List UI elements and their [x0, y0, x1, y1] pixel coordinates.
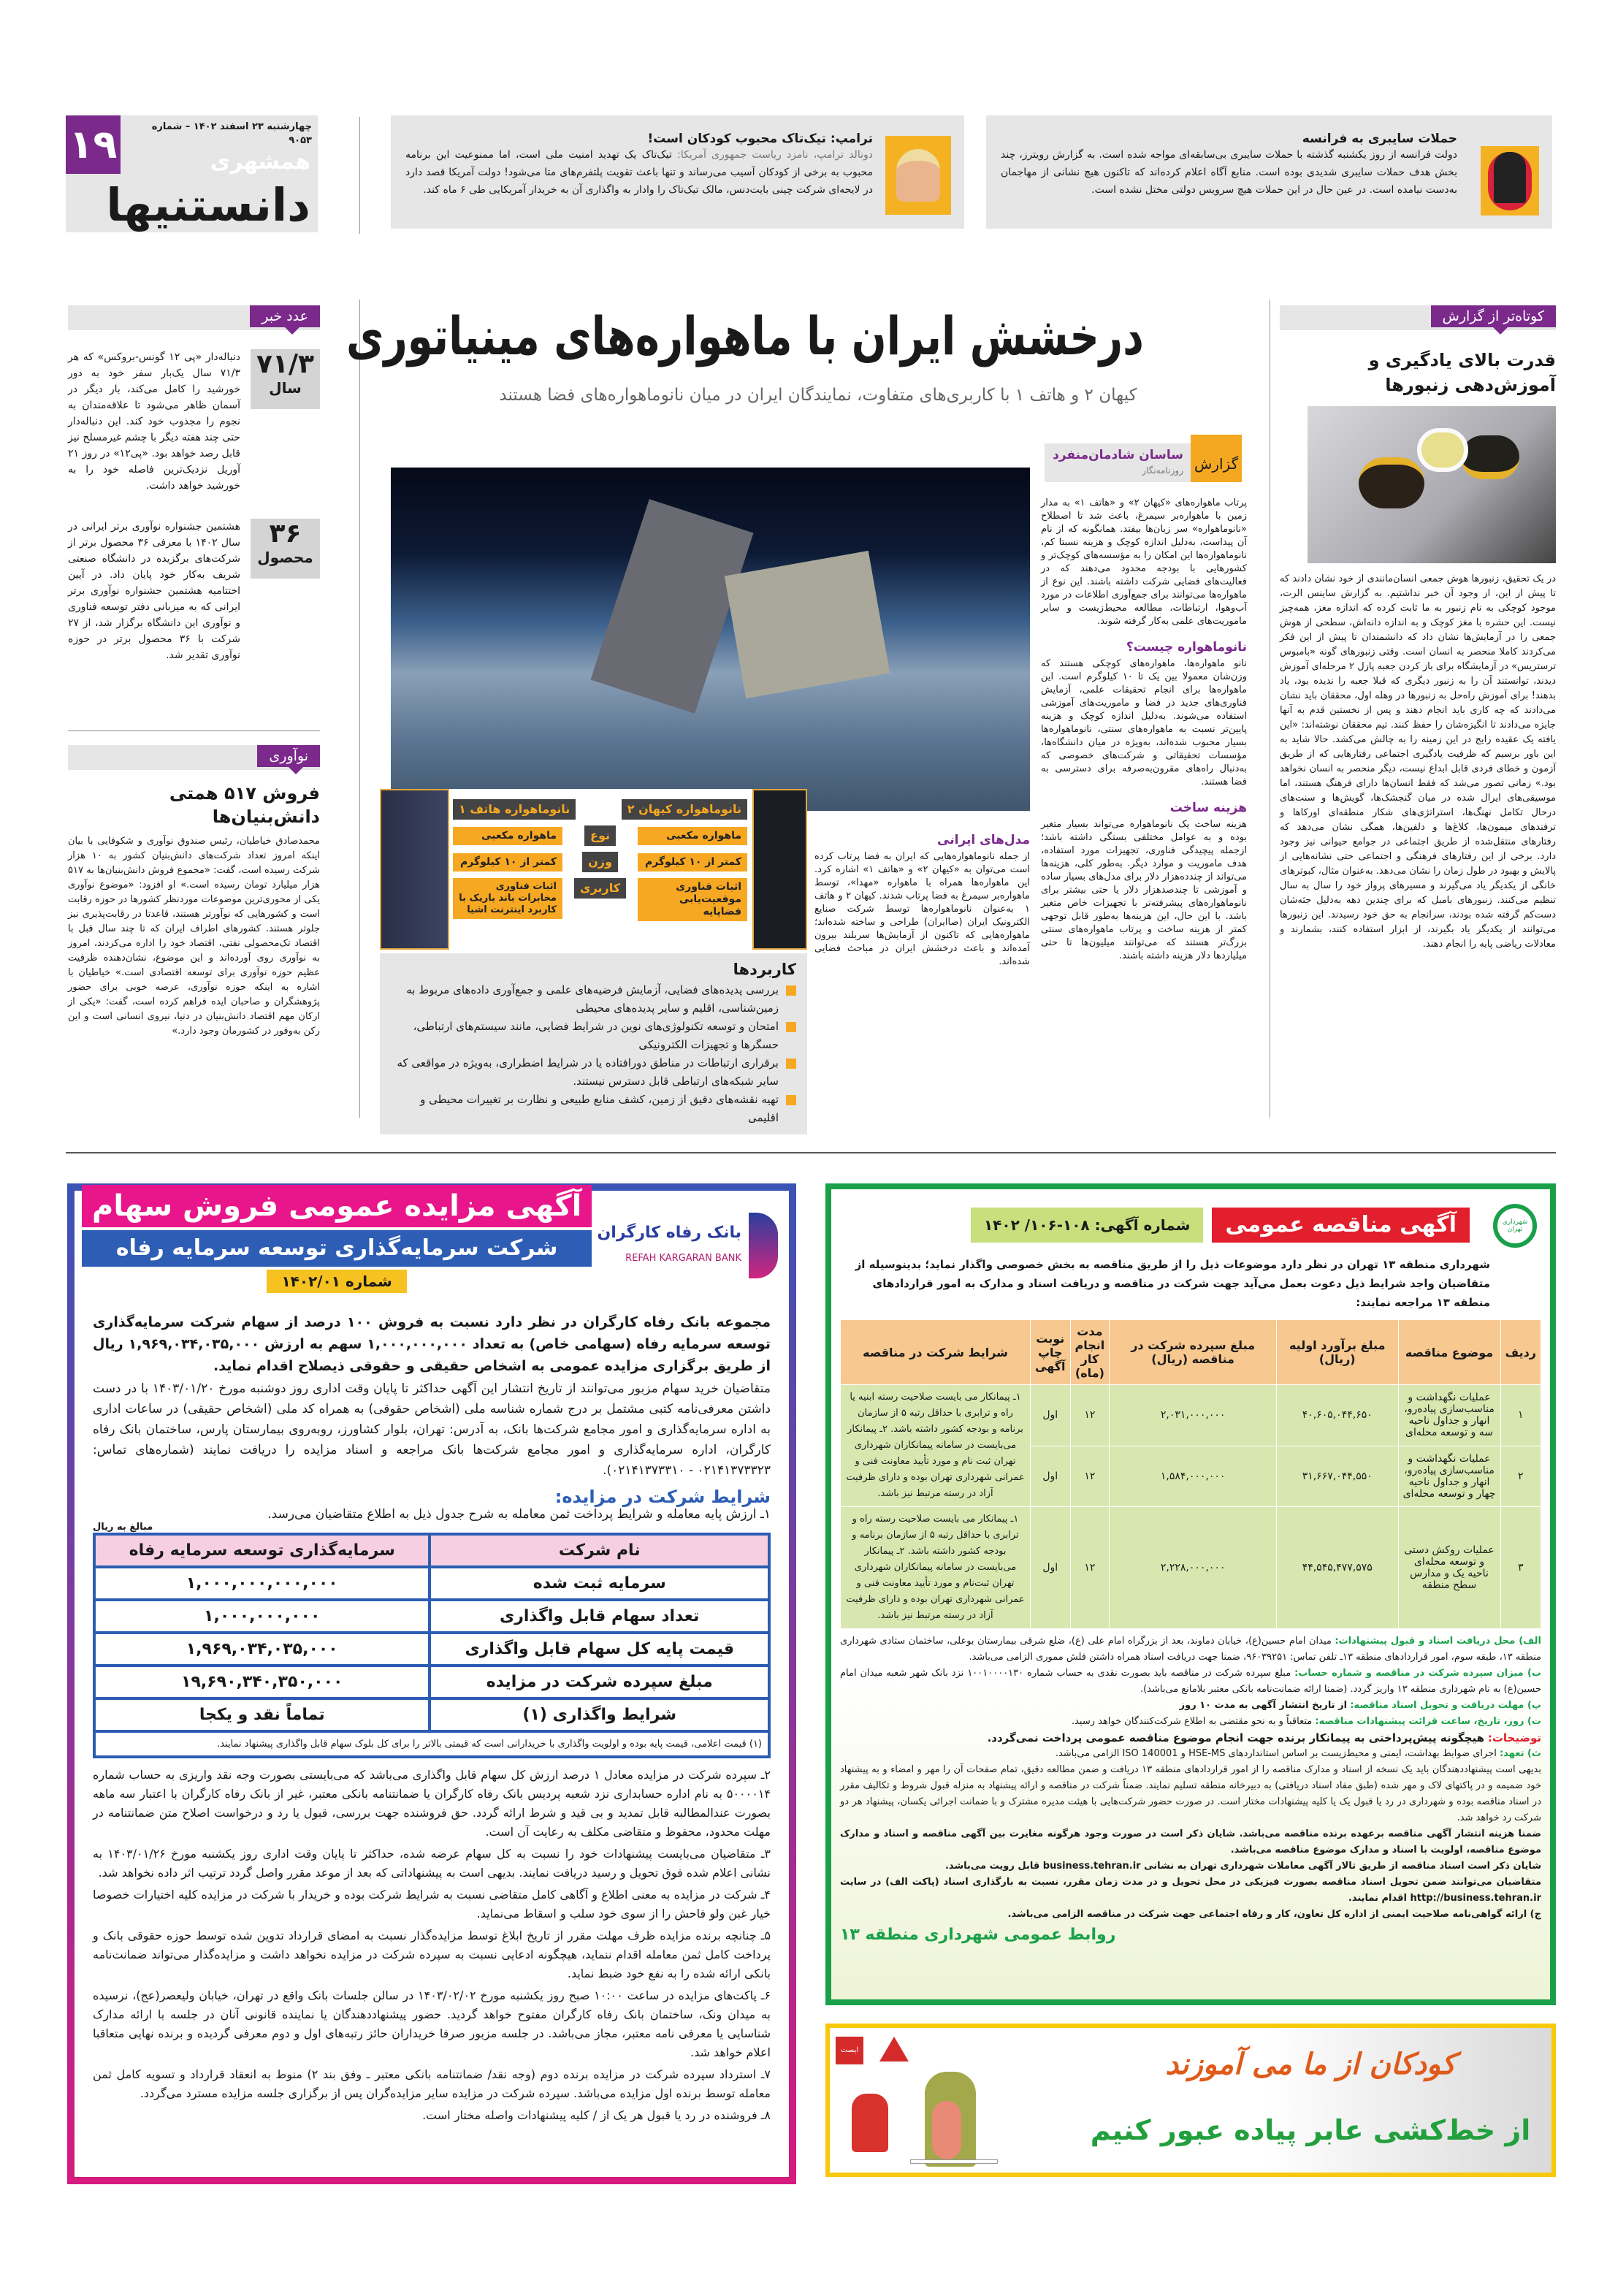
uses-box — [380, 953, 807, 1134]
column-header: مبلغ برآورد اولیه (ریال) — [1276, 1320, 1398, 1385]
section-title: دانستنیها — [106, 178, 310, 232]
table-cell: ۴۰,۶۰۵,۰۴۴,۶۵۰ — [1276, 1385, 1398, 1446]
note-text: از تاریخ انتشار آگهی به مدت ۱۰ روز — [1179, 1700, 1348, 1711]
bank-logo-icon — [749, 1213, 778, 1278]
note-label: ت) روز، تاریخ، ساعت قرائت پیشنهادات مناقصه: — [1315, 1716, 1541, 1727]
column-header: مدت انجام کار (ماه) — [1070, 1320, 1110, 1385]
pedestrian-sign-icon — [879, 2037, 909, 2062]
number-value: ۳۶ — [269, 519, 302, 549]
table-cell: ۳۱,۶۶۷,۰۴۴,۵۵۰ — [1276, 1446, 1398, 1507]
table-cell: ۲,۰۳۱,۰۰۰,۰۰۰ — [1110, 1385, 1277, 1446]
table-cell: سرمایه ثبت شده — [430, 1567, 769, 1600]
use-right: اثبات فناوری موقعیت‌یابی فضاپایه — [638, 878, 747, 921]
table-row — [94, 1534, 769, 1567]
table-cell: سرمایه‌گذاری توسعه سرمایه رفاه — [94, 1534, 430, 1567]
note-text: هیچگونه پیش‌پرداختی به پیمانکار برنده جهت انجام موضوع مناقصه عمومی پرداخت نمی‌گردد. — [987, 1731, 1485, 1744]
tender-number: شماره آگهی: ۱۰۸-۱۰۶/ ۱۴۰۲ — [971, 1208, 1203, 1243]
author-name: ساسان شادمان‌منفرد — [1053, 448, 1183, 462]
ads-divider — [66, 1152, 1556, 1153]
tender-bold-note: شایان ذکر است اسناد مناقصه از طریق تالار آگهی معاملات شهرداری تهران به نشانی business.tehran.ir قابل رویت می‌باشد. — [944, 1861, 1541, 1872]
column-divider — [359, 300, 360, 1118]
column-header: مبلغ سپرده شرکت در مناقصه (ریال) — [1110, 1320, 1277, 1385]
auction-item: ۵ـ چنانچه برنده مزایده ظرف مهلت مقرر از تاریخ ابلاغ توسط مزایده‌گذار نسبت به امضای قرارداد تدوین شده توسط حوزه حقوقی بانک و پرداخت کامل ثمن معامله اقدام ننماید، هیچگونه ادعایی نسبت به سپرده شرکت در مزایده نخواهد داشت و مزایده‌گذار می‌تواند ضمانت‌نامه بانکی ارائه شده را به نفع خود ضبط نماید. — [93, 1929, 771, 1980]
tender-note — [840, 1730, 1541, 1746]
table-cell: عملیات روکش دستی و توسعه محله‌ای ناحیه یک و مدارس سطح منطقه — [1398, 1507, 1500, 1629]
article-column-2 — [814, 833, 1030, 969]
number-value: ۷۱/۳ — [256, 349, 315, 379]
tender-header — [971, 1208, 1470, 1243]
table-cell: تعداد سهام قابل واگذاری — [430, 1600, 769, 1633]
bank-logo — [595, 1213, 778, 1278]
number-unit: سال — [269, 379, 302, 397]
auction-item: ۱ـ ارزش پایه معامله و شرایط پرداخت ثمن معامله به شرح جدول ذیل به اطلاع متقاضیان می‌رسد. — [267, 1507, 771, 1522]
use-left: اثبات فناوری مخابرات باند باریک با کاربرد اینترنت اشیا — [453, 878, 562, 919]
weight-right: کمتر از ۱۰ کیلوگرم — [638, 853, 747, 872]
table-row — [841, 1507, 1541, 1629]
table-row — [94, 1633, 769, 1666]
section-heading: نانوماهواره چیست؟ — [1126, 640, 1247, 655]
table-cell: مبلغ سپرده شرکت در مزایده — [430, 1666, 769, 1698]
table-cell: ۱,۰۰۰,۰۰۰,۰۰۰ — [94, 1600, 430, 1633]
note-text: متعاقباً و به نحو مقتضی به اطلاع شرکت‌کنندگان خواهد رسید. — [1071, 1716, 1313, 1727]
section-body: نانو ماهواره‌ها، ماهواره‌های کوچکی هستند که وزن‌شان معمولا بین یک تا ۱۰ کیلوگرم است. این ماهواره‌ها برای انجام تحقیقات علمی، آزمایش فناوری‌های جدید در فضا و ماموریت‌های آموزشی استفاده می‌شوند. به‌دلیل اندازه کوچک و هزینه پایین‌تر نسبت به ماهواره‌های سنتی، نانوماهواره‌ها بسیار محبوب شده‌اند، به‌ویژه در میان دانشگاه‌ها، مؤسسات تحقیقاتی و شرکت‌های خصوصی که به‌دنبال راه‌های مقرون‌به‌صرفه برای دسترسی به فضا هستند. — [1041, 658, 1247, 787]
auction-table — [93, 1533, 771, 1758]
table-cell: اول — [1031, 1385, 1071, 1446]
key-weight: وزن — [582, 852, 618, 872]
news-brief-trump — [391, 115, 964, 229]
tender-bold-note: ضمنا هزینه انتشار آگهی مناقصه برعهده برنده مناقصه می‌باشد. شایان ذکر است در صورت وجود هرگونه مغایرت بین آگهی مناقصه و اسناد و مدارک موضوع مناقصه، اولویت با اسناد و مدارک موضوع مناقصه می‌باشد. — [840, 1828, 1541, 1856]
key-use: کاربری — [574, 878, 626, 899]
column-header: موضوع مناقصه — [1398, 1320, 1500, 1385]
infographic — [380, 789, 807, 950]
table-cell: ۱ـ پیمانکار می بایست صلاحیت رسته ابنیه یا راه و ترابری با حداقل رتبه ۵ از سازمان برنامه و بودجه کشور داشته باشد. ۲ـ پیمانکار می‌بایست در سامانه پیمانکاران شهرداری تهران ثبت نام و مورد تأیید معاونت فنی و عمرانی شهرداری تهران بوده و دارای ظرفیت آزاد در رسته مرتبط نیز باشد. — [841, 1385, 1031, 1507]
type-left: ماهواره مکعبی — [453, 827, 562, 845]
note-text: مبلغ سپرده شرکت در مناقصه باید بصورت نقدی به حساب شماره ۱۰۰۱۰۰۰۰۱۳۰ نزد بانک شهر شعبه میدان امام حسین(ع) به نام شهرداری منطقه ۱۳ واریز گردد. (ضمنا ارائه ضمانت‌نامه بانکی معتبر بلامانع می‌باشد). — [840, 1668, 1541, 1695]
table-cell: قیمت پایه کل سهام قابل واگذاری — [430, 1633, 769, 1666]
tender-bold-note: ج) ارائه گواهی‌نامه صلاحیت ایمنی از اداره کل تعاون، کار و رفاه اجتماعی جهت شرکت در مناقصه الزامی می‌باشد. — [1007, 1909, 1541, 1920]
column-header: نوبت چاپ آگهی — [1031, 1320, 1071, 1385]
tender-bold-note: متقاضیان می‌توانند ضمن تحویل اسناد مناقصه بصورت فیزیکی در محل تحویل و در مدت زمان مقرر، نسبت به بارگذاری اسناد (پاکت الف) در سایت http://business.tehran.ir اقدام نمایند. — [840, 1877, 1541, 1904]
auction-item: ۲ـ سپرده شرکت در مزایده معادل ۱ درصد ارزش کل سهام قابل واگذاری می‌باشد که می‌بایستی بصورت وجه نقد واریزی به حساب شماره ۵۰۰۰۰۱۴ به نام اداره حسابداری نزد شعبه پردیس بانک رفاه کارگران یا ضمانتنامه بانکی معتبر، غیر از بانک رفاه کارگران با اعتبار سه ماهه بصورت عندالمطالبه قابل تمدید و بی قید و شرط ارائه گردد. حق فروشنده جهت بررسی، قبول یا رد و درخواست اصلاح متن ضمانتنامه در مهلت محدود، محفوظ و متقاضی مکلف به رعایت آن است. — [93, 1768, 771, 1839]
table-cell: عملیات نگهداشت و مناسب‌سازی پیاده‌رو، انهار و جداول ناحیه سه و توسعه محله‌ای — [1398, 1385, 1500, 1446]
table-cell: اول — [1031, 1507, 1071, 1629]
tender-note — [840, 1666, 1541, 1698]
auction-item: ۸ـ فروشنده در رد یا قبول هر یک از / کلیه پیشنهادات واصله مختار است. — [422, 2108, 771, 2122]
auction-title: آگهی مزایده عمومی فروش سهام — [82, 1185, 592, 1227]
tehran-municipality-logo: شهرداری تهران — [1493, 1204, 1537, 1248]
section-heading: هزینه ساخت — [1169, 801, 1247, 815]
news-brief-france — [986, 115, 1552, 229]
uses-item: برقراری ارتباطات در مناطق دورافتاده یا در شرایط اضطراری، به‌ویژه در مواقعی که سایر شبکه‌های ارتباطی قابل دسترس نیستند. — [391, 1054, 796, 1091]
masthead — [66, 115, 318, 232]
brief-body: تیک‌تاک یک تهدید امنیت ملی است، اما ممنوعیت این برنامه محبوب به برخی از کودکان آسیب می‌رساند و تنها باعث تقویت پلتفرم‌های متا می‌شود! دولت آمریکا قصد دارد در لایحه‌ای شرکت چینی بایت‌دنس، مالک تیک‌تاک را وادار به واگذاری آن به خریدار آمریکایی طی ۶ ماه کند. — [405, 149, 873, 196]
table-cell: ۱,۹۶۹,۰۳۴,۰۳۵,۰۰۰ — [94, 1633, 430, 1666]
brief-body: دولت فرانسه از روز یکشنبه گذشته با حملات سایبری بی‌سابقه‌ای مواجه شده است. به گزارش رویترز، چند بخش هدف حملات سایبری شدیدی بوده است. منابع آگاه اعلام کرده‌اند که تاکنون هیچ نشانی از مهاجمان به‌دست نیامده است. در عین حال در این حملات هیچ سرویس دولتی مختل نشده است. — [1001, 149, 1457, 196]
note-label: توضیحات: — [1487, 1731, 1541, 1744]
table-row — [94, 1567, 769, 1600]
note-label: ب) میزان سپرده شرکت در مناقصه و شماره حساب: — [1294, 1668, 1541, 1679]
table-cell: ۱ـ پیمانکار می بایست صلاحیت رسته راه و ترابری با حداقل رتبه ۵ از سازمان برنامه و بودجه کشور داشته باشد. ۲ـ پیمانکار می‌بایست در سامانه پیمانکاران شهرداری تهران ثبت‌نام و مورد تأیید معاونت فنی و عمرانی شهرداری تهران بوده و دارای ظرفیت آزاد در رسته مرتبط نیز باشد. — [841, 1507, 1031, 1629]
tender-title: آگهی مناقصه عمومی — [1212, 1208, 1470, 1243]
number-box — [251, 519, 320, 579]
tender-intro: شهرداری منطقه ۱۳ تهران در نظر دارد موضوعات ذیل را از طریق مناقصه به بخش خصوصی واگذار نماید؛ بدینوسیله از متقاضیان واجد شرایط ذیل دعوت بعمل می‌آید جهت شرکت در مناقصه و دریافت اسناد و مدارک به امور قراردادهای منطقه ۱۳ مراجعه نمایند: — [855, 1258, 1490, 1309]
number-text: هشتمین جشنواره نوآوری برتر ایرانی در سال ۱۴۰۲ با معرفی ۳۶ محصول برتر از شرکت‌های برگزیده در دانشگاه صنعتی شریف به‌کار خود پایان داد. در آیین اختتامیه هشتمین جشنواره نوآوری برتر ایرانی که به میزبانی دفتر توسعه فناوری و نوآوری این دانشگاه برگزار شد، از ۲۷ شرکت با ۳۶ محصول برتر در حوزه نوآوری تقدیر شد. — [68, 521, 240, 661]
uses-item: بررسی پدیده‌های فضایی، آزمایش فرضیه‌های علمی و جمع‌آوری داده‌های مربوط به زمین‌شناسی، اقلیم و سایر پدیده‌های محیطی — [391, 981, 796, 1018]
table-cell: ۲ — [1500, 1446, 1541, 1507]
section-tag: نوآوری — [257, 745, 320, 767]
report-kind: گزارش — [1191, 435, 1242, 482]
uses-title: کاربردها — [733, 961, 796, 978]
section-body: از جمله نانوماهواره‌هایی که ایران به فضا پرتاب کرده است می‌توان به «کیهان ۲» و «هاتف ۱» اشاره کرد. این ماهواره‌ها همراه با ماهواره «مهدا»، توسط ماهواره‌بر سیمرغ به فضا پرتاب شدند. کیهان ۲ و هاتف ۱ به‌عنوان نانوماهواره‌ها توسط شرکت صنایع الکترونیک ایران (صاایران) طراحی و ساخته شده‌اند؛ ماهواره‌هایی که تاکنون از آزمایش‌ها سربلند بیرون آمده‌اند و باعث درخشش ایران در مباحث فضایی شده‌اند. — [814, 851, 1030, 967]
table-cell: عملیات نگهداشت و مناسب‌سازی پیاده‌رو، انهار و جداول ناحیه چهار و توسعه محله‌ای — [1398, 1446, 1500, 1507]
sat-name-right: نانوماهواره کیهان ۲ — [622, 799, 747, 820]
section-tag: عدد خبر — [250, 305, 320, 327]
article-title: قدرت بالای یادگیری و آموزش‌دهی زنبورها — [1368, 350, 1556, 395]
auction-number: شماره ۱۴۰۲/۰۱ — [267, 1270, 406, 1293]
article-column-1 — [1041, 497, 1247, 963]
brief-title: حملات سایبری به فرانسه — [1302, 131, 1457, 146]
table-cell: ۳ — [1500, 1507, 1541, 1629]
table-cell: ۴۴,۵۴۵,۴۷۷,۵۷۵ — [1276, 1507, 1398, 1629]
auction-item: ۶ـ پاکت‌های مزایده در ساعت ۱۰:۰۰ صبح روز یکشنبه مورخ ۱۴۰۳/۰۲/۰۲ در سالن جلسات بانک واقع در تهران، خیابان ولیعصر(عج)، نرسیده به میدان ونک، ساختمان بانک رفاه کارگران مفتوح خواهد گردید. حضور پیشنهاددهندگان یا نماینده قانونی آنان در جلسه با ارائه مدارک شناسایی یا معرفی نامه معتبر، مجاز می‌باشد. در جلسه مزبور صرفا خریداران حائز رتبه‌های اول و دوم معرفی گردیده و برنده نهایی متعاقبا اعلام خواهد شد. — [93, 1988, 771, 2059]
table-cell: اول — [1031, 1446, 1071, 1507]
column-header: شرایط شرکت در مناقصه — [841, 1320, 1031, 1385]
tender-note — [840, 1633, 1541, 1666]
table-cell: ۱ — [1500, 1385, 1541, 1446]
table-cell: ۱۹,۶۹۰,۳۴۰,۳۵۰,۰۰۰ — [94, 1666, 430, 1698]
note-label: الف) محل دریافت اسناد و قبول پیشنهادات: — [1335, 1636, 1541, 1647]
auction-company: شرکت سرمایه‌گذاری توسعه سرمایه رفاه — [82, 1230, 592, 1267]
unit-note: مبالغ به ریال — [93, 1522, 153, 1533]
tender-note — [840, 1714, 1541, 1730]
tender-signature: روابط عمومی شهرداری منطقه ۱۳ — [840, 1926, 1116, 1944]
table-row — [94, 1600, 769, 1633]
stop-sign-icon: ایست — [836, 2037, 863, 2064]
section-tag: کوتاه‌تر از گزارش — [1431, 305, 1556, 327]
satellite-image — [391, 468, 1030, 811]
auction-intro-2: متقاضیان خرید سهام مزبور می‌توانند از تاریخ انتشار این آگهی حداکثر تا پایان وقت اداری روز دوشنبه مورخ ۱۴۰۳/۰۱/۲۰ با در دست داشتن معرفی‌نامه کتبی مشتمل بر درج شماره شناسه ملی (اشخاص حقوقی) به همراه کد ملی (اشخاص حقیقی) در ساعات اداری به اداره سرمایه‌گذاری و امور مجامع شرکت‌ها بانک، به آدرس: تهران، بلوار کشاورز، روبه‌روی بیمارستان پارس، ساختمان بانک رفاه کارگران، اداره سرمایه‌گذاری و امور مجامع شرکت‌ها بانک مراجعه و اسناد مزایده را دریافت نمایند (شماره‌های تماس: ۰۲۱۴۱۳۷۳۳۲۳ - ۰۲۱۴۱۳۷۳۳۱۰). — [93, 1381, 771, 1478]
tender-table — [840, 1319, 1541, 1629]
table-cell: ۱۲ — [1070, 1507, 1110, 1629]
main-headline: درخشش ایران با ماهواره‌های مینیاتوری — [346, 305, 1145, 367]
weight-left: کمتر از ۱۰ کیلوگرم — [453, 853, 562, 872]
traffic-slogan-1: کودکان از ما می آموزند — [1165, 2048, 1456, 2081]
kayhan-image — [752, 789, 807, 950]
tender-note — [840, 1746, 1541, 1762]
table-row — [94, 1666, 769, 1698]
table-cell: ۱۲ — [1070, 1446, 1110, 1507]
article-body: در یک تحقیق، زنبورها هوش جمعی انسان‌مانندی از خود نشان دادند که تا پیش از این، از وجود آن خبر نداشتیم. به گزارش ساینس الرت، موجود کوچکی به نام زنبور به ما ثابت کرده که اندازه مغز، همه‌چیز نیست. این حشره با مغز کوچک و به اندازه دانه‌اش، سطحی از هوش جمعی را در آزمایش‌ها نشان داد که دانشمندان تا پیش از این فکر می‌کردند کاملا منحصر به انسان است. وقتی زنبورهای گونه «بامبوس ترستریس» در آزمایشگاه برای باز کردن جعبه پازل ۲ مرحله‌ای آموزش دیدند، توانستند آن را به زنبور دیگری که قبلا جعبه را ندیده بود، یاد بدهند! برای آموزش راه‌حل به زنبورها در وهله اول، محققان باید نشان می‌دادند که چه کاری باید انجام دهند و پس از نخستین قدم به آنها جایزه می‌دادند تا انگیزه‌شان را حفظ کنند. تیم محققان نوشته‌اند: «این یافته یک عقیده رایج در این زمینه را به چالش می‌کشد. حالا شاید به این باور برسیم که ظرفیت یادگیری اجتماعی رفتارهایی که از طریق آزمون و خطای فردی قابل ابداع نیست، دیگر منحصر به انسان نخواهد بود.» زمانی تصور می‌شد که فقط انسان‌ها دارای فرهنگ هستند، اما موسیقی‌های ایرال شده در میان گنجشک‌ها، گویش‌ها و سنت‌های درحال تکامل نهنگ‌ها، استراتژی‌های شکار منطقه‌ای اورکاها و ترفندهای میمون‌ها، کلاغ‌ها و دلفین‌ها، همگی نشان می‌دهد که رفتارهای منتقل‌شده از طریق اجتماعی در جوامع حیوانی نیز وجود دارد. برخی از این رفتارهای فرهنگی و اجتماعی حتی نشانه‌هایی از پالایش و بهبود در طول زمان را نشان می‌دهد. به‌عنوان مثال، کبوترهای خانگی از یکدیگر یاد می‌گیرند و مسیرهای پرواز خود را سال به سال تنظیم می‌کنند. زنبورهای بامبل که برای چندین دهه به‌دلیل جثه‌شان دست‌کم گرفته شده بودند، سرانجام به حق خود رسیدند. این زنبورها می‌توانند از یکدیگر یاد بگیرند، از ابزار استفاده کنند، بشمارند و معادلات ریاضی پایه را انجام دهند. — [1280, 573, 1557, 950]
table-cell: تماماً نقد و یکجا — [94, 1698, 430, 1731]
family-illustration — [852, 2072, 1056, 2174]
auction-intro: مجموعه بانک رفاه کارگران در نظر دارد نسبت به فروش ۱۰۰ درصد از سهام شرکت سرمایه‌گذاری توسعه سرمایه رفاه (سهامی خاص) به تعداد ۱,۰۰۰,۰۰۰,۰۰۰ سهم به ارزش ۱,۹۶۹,۰۳۴,۰۳۵,۰۰۰ ریال از طریق برگزاری مزایده عمومی به اشخاص حقیقی و حقوقی ذیصلاح اقدام نماید. — [93, 1314, 771, 1374]
paper-logo: همشهری — [210, 149, 310, 175]
table-row — [94, 1731, 769, 1757]
note-label: پ) مهلت دریافت و تحویل اسناد مناقصه: — [1350, 1700, 1541, 1711]
hacker-image — [1481, 146, 1539, 216]
table-row — [94, 1698, 769, 1731]
note-text: اجرای ضوابط بهداشت، ایمنی و محیط‌زیست بر اساس استانداردهای HSE-MS و ISO 140001 الزامی می‌باشد. — [1055, 1748, 1497, 1759]
bank-name-en: REFAH KARGARAN BANK — [625, 1253, 741, 1264]
table-cell: شرایط واگذاری (۱) — [430, 1698, 769, 1731]
number-text: دنباله‌دار «پی ۱۲ گونس-بروکس» که هر ۷۱/۳ سال یک‌بار سفر خود به دور خورشید را کامل می‌کند، بار دیگر در آسمان ظاهر می‌شود تا علاقه‌مندان به نجوم را مجذوب خود کند. این دنباله‌دار حتی چند هفته دیگر با چشم غیرمسلح نیز قابل رصد خواهد بود. «پی۱۲» در روز ۲۱ آوریل نزدیک‌ترین فاصله خود را به خورشید خواهد داشت. — [68, 351, 240, 492]
key-type: نوع — [584, 825, 616, 846]
auction-item: ۳ـ متقاضیان می‌بایست پیشنهادات خود را نسبت به کل سهام عرضه شده، حداکثر تا پایان وقت اداری روز یکشنبه مورخ ۱۴۰۳/۰۱/۲۶ به نشانی اعلام شده فوق تحویل و رسید دریافت نمایند. بدیهی است به پیشنهاداتی که بعد از موعد مقرر واصل گردد ترتیب اثر داده نخواهد شد. — [93, 1847, 771, 1880]
issue-date: چهارشنبه ۲۳ اسفند ۱۴۰۲ – شماره ۹۰۵۳ — [151, 121, 312, 146]
main-subheadline: کیهان ۲ و هاتف ۱ با کاربری‌های متفاوت، نمایندگان ایران در میان نانوماهواره‌های فضا هستند — [499, 386, 1137, 405]
header-divider — [359, 117, 360, 234]
brief-lead: دونالد ترامپ، نامزد ریاست جمهوری آمریکا: — [677, 149, 873, 161]
byline — [1045, 435, 1242, 482]
article-title: فروش ۵۱۷ همتی دانش‌بنیان‌ها — [169, 783, 320, 827]
traffic-safety-ad — [825, 2024, 1556, 2177]
article-body: محمدصادق خیاطیان، رئیس صندوق نوآوری و شکوفایی با بیان اینکه امروز تعداد شرکت‌های دانش‌بنیان کشور به ۱۰ هزار شرکت رسیده است، گفت: «مجموع فروش دانش‌بنیان‌ها به ۵۱۷ هزار میلیارد تومان رسیده است.» او افزود: «موضوع نوآوری یکی از محوری‌ترین موضوعات موردنظر کشورها در حوزه رقابت است و کشورهایی که نوآورتر هستند، قاعدتا در رقابت‌پذیری نیز جلوتر هستند. کشورهای اطراف ایران که تا چند سال قبل با اقتصاد تک‌محصولی نفتی، اقتصاد خود را اداره می‌کردند، امروز به نوآوری روی آورده‌اند و این موضوع، نشان‌دهنده ظرفیت عظیم حوزه نوآوری برای توسعه اقتصادی است.» خیاطیان با اشاره به اینکه حوزه نوآوری، عرصه خوبی برای حضور پژوهشگران و صاحبان ایده فراهم کرده است، گفت: «یکی از ارکان مهم اقتصاد دانش‌بنیان در دنیا، نیروی انسانی است و این رکن به‌وفور در کشورمان وجود دارد.» — [68, 836, 320, 1037]
sat-name-left: نانوماهواره هاتف ۱ — [453, 799, 576, 820]
number-unit: محصول — [257, 549, 313, 566]
column-header: ردیف — [1500, 1320, 1541, 1385]
infographic-table — [453, 799, 747, 927]
author-role: روزنامه‌نگار — [1142, 465, 1183, 476]
hatef-image — [380, 789, 449, 950]
tender-ad — [825, 1183, 1556, 2005]
type-right: ماهواره مکعبی — [638, 827, 747, 845]
table-cell: ۲,۲۲۸,۰۰۰,۰۰۰ — [1110, 1507, 1277, 1629]
table-cell: ۱,۰۰۰,۰۰۰,۰۰۰,۰۰۰ — [94, 1567, 430, 1600]
table-footnote: (۱) قیمت اعلامی، قیمت پایه بوده و اولویت واگذاری با خریدارانی است که قیمتی بالاتر را برای کل بلوک سهام قابل واگذاری پیشنهاد نمایند. — [94, 1731, 769, 1757]
main-headline-wrap — [346, 300, 1256, 373]
table-cell: ۱,۵۸۴,۰۰۰,۰۰۰ — [1110, 1446, 1277, 1507]
tender-note — [840, 1698, 1541, 1714]
auction-ad — [67, 1183, 796, 2184]
note-label: ث) تعهد: — [1499, 1748, 1541, 1759]
auction-item: ۷ـ استرداد سپرده شرکت در مزایده برنده دوم (وجه نقد/ ضمانتنامه بانکی معتبر ـ وفق بند ۲) منوط به انعقاد قرارداد و تسویه کامل ثمن معامله توسط برنده اول مزایده می‌باشد. سپرده شرکت در مزایده سایر مزایده‌گران پس از برگزاری جلسه مزایده مسترد می‌گردد. — [93, 2067, 771, 2100]
innovation-column — [68, 745, 320, 1039]
table-cell: نام شرکت — [430, 1534, 769, 1567]
section-heading: مدل‌های ایرانی — [937, 833, 1030, 847]
table-row — [841, 1385, 1541, 1446]
bees-photo — [1308, 406, 1556, 563]
table-cell: ۱۲ — [1070, 1385, 1110, 1446]
article-intro: پرتاب ماهواره‌های «کیهان ۲» و «هاتف ۱» به مدار زمین با ماهواره‌بر سیمرغ، باعث شد تا اصطلاح «نانوماهواره» سر زبان‌ها بیفتد. همانگونه که از نام آن پیداست، به‌دلیل اندازه کوچک و هزینه نسبتا کم، نانوماهواره‌ها این امکان را به مؤسسه‌های کوچک‌تر و کشورهایی با بودجه محدود می‌دهند که در فعالیت‌های فضایی شرکت داشته باشند. این نوع از ماهواره‌ها می‌توانند برای جمع‌آوری اطلاعات در مورد آب‌وهوا، ارتباطات، مطالعه محیط‌زیست و سایر ماموریت‌های علمی به‌کار گرفته شوند. — [1041, 497, 1247, 627]
auction-item: ۴ـ شرکت در مزایده به معنی اطلاع و آگاهی کامل متقاضی نسبت به شرایط شرکت بوده و خریدار با شرکت در مزایده کلیه اختیارات خصوصا خیار غبن ولو فاحش را از سوی خود سلب و اسقاط می‌نماید. — [93, 1888, 771, 1921]
uses-item: امتحان و توسعه تکنولوژی‌های نوین در شرایط فضایی، مانند سیستم‌های ارتباطی، حسگرها و تجهیزات الکترونیکی — [391, 1018, 796, 1054]
traffic-slogan-2: از خط‌کشی عابر پیاده عبور کنیم — [1090, 2114, 1531, 2146]
bank-name-fa: بانک رفاه کارگران — [597, 1224, 741, 1242]
auction-header — [82, 1185, 592, 1293]
section-body: هزینه ساخت یک نانوماهواره می‌تواند بسیار متغیر بوده و به عوامل مختلفی بستگی داشته باشد؛ ازجمله پیچیدگی فناوری، تجهیزات مورد استفاده، هدف ماموریت و موارد دیگر. به‌طور کلی، هزینه‌ها می‌تواند از چندده‌هزار دلار برای مدل‌های بسیار ساده و آموزشی تا چندصدهزار دلار یا حتی بیشتر برای نانوماهواره‌های پیشرفته‌تر با تجهیزات خاص متغیر باشد. با این حال، این هزینه‌ها به‌طور قابل توجهی کمتر از هزینه ساخت و پرتاب ماهواره‌های سنتی بزرگ‌تر هستند که می‌توانند میلیون‌ها تا حتی میلیاردها دلار هزینه داشته باشند. — [1041, 819, 1247, 961]
brief-title: ترامپ: تیک‌تاک محبوب کودکان است! — [647, 131, 873, 146]
trump-photo — [885, 136, 951, 215]
bees-column — [1280, 305, 1556, 952]
conditions-title: شرایط شرکت در مزایده: — [554, 1487, 771, 1507]
tender-body: بدیهی است پیشنهاددهندگان باید یک نسخه از اسناد و مدارک مناقصه را از امور قراردادهای منطقه ۱۳ دریافت و ضمن مطالعه دقیق، تمام صفحات آن را مهر و امضاء و به پیشنهاد خود ضمیمه و در پاکتهای لاک و مهر شده (طبق مفاد اسناد دریافتی) به دبیرخانه منطقه تسلیم نمایند. ضمناً شرکت در مناقصه و ارائه پیشنهاد به منزله قبول شروط و تکالیف مقرر در اسناد مناقصه بوده و شهرداری در رد یا قبول یک یا کلیه پیشنهادات مختار است. در صورت حضور شرکت‌هایی با هیئت مدیره مشترک و با ضمانت اجرائی یکسان، پیشنهاد هر دو شرکت رد خواهد شد. — [840, 1764, 1541, 1823]
table-header — [841, 1320, 1541, 1385]
note-text: میدان امام حسین(ع)، خیابان دماوند، بعد از بزرگراه امام علی (ع)، ضلع شرقی بیمارستان بوعلی، ساختمان ستادی شهرداری منطقه ۱۳، طبقه سوم، امور قراردادهای منطقه ۱۳ـ تلفن تماس: ۹۶۰۳۹۲۵۱، ضمنا جهت دریافت اسناد همراه داشتن فلش مموری الزامی می‌باشد. — [840, 1636, 1541, 1663]
page-number: ۱۹ — [66, 115, 121, 174]
uses-item: تهیه نقشه‌های دقیق از زمین، کشف منابع طبیعی و نظارت بر تغییرات محیطی و اقلیمی — [391, 1091, 796, 1127]
